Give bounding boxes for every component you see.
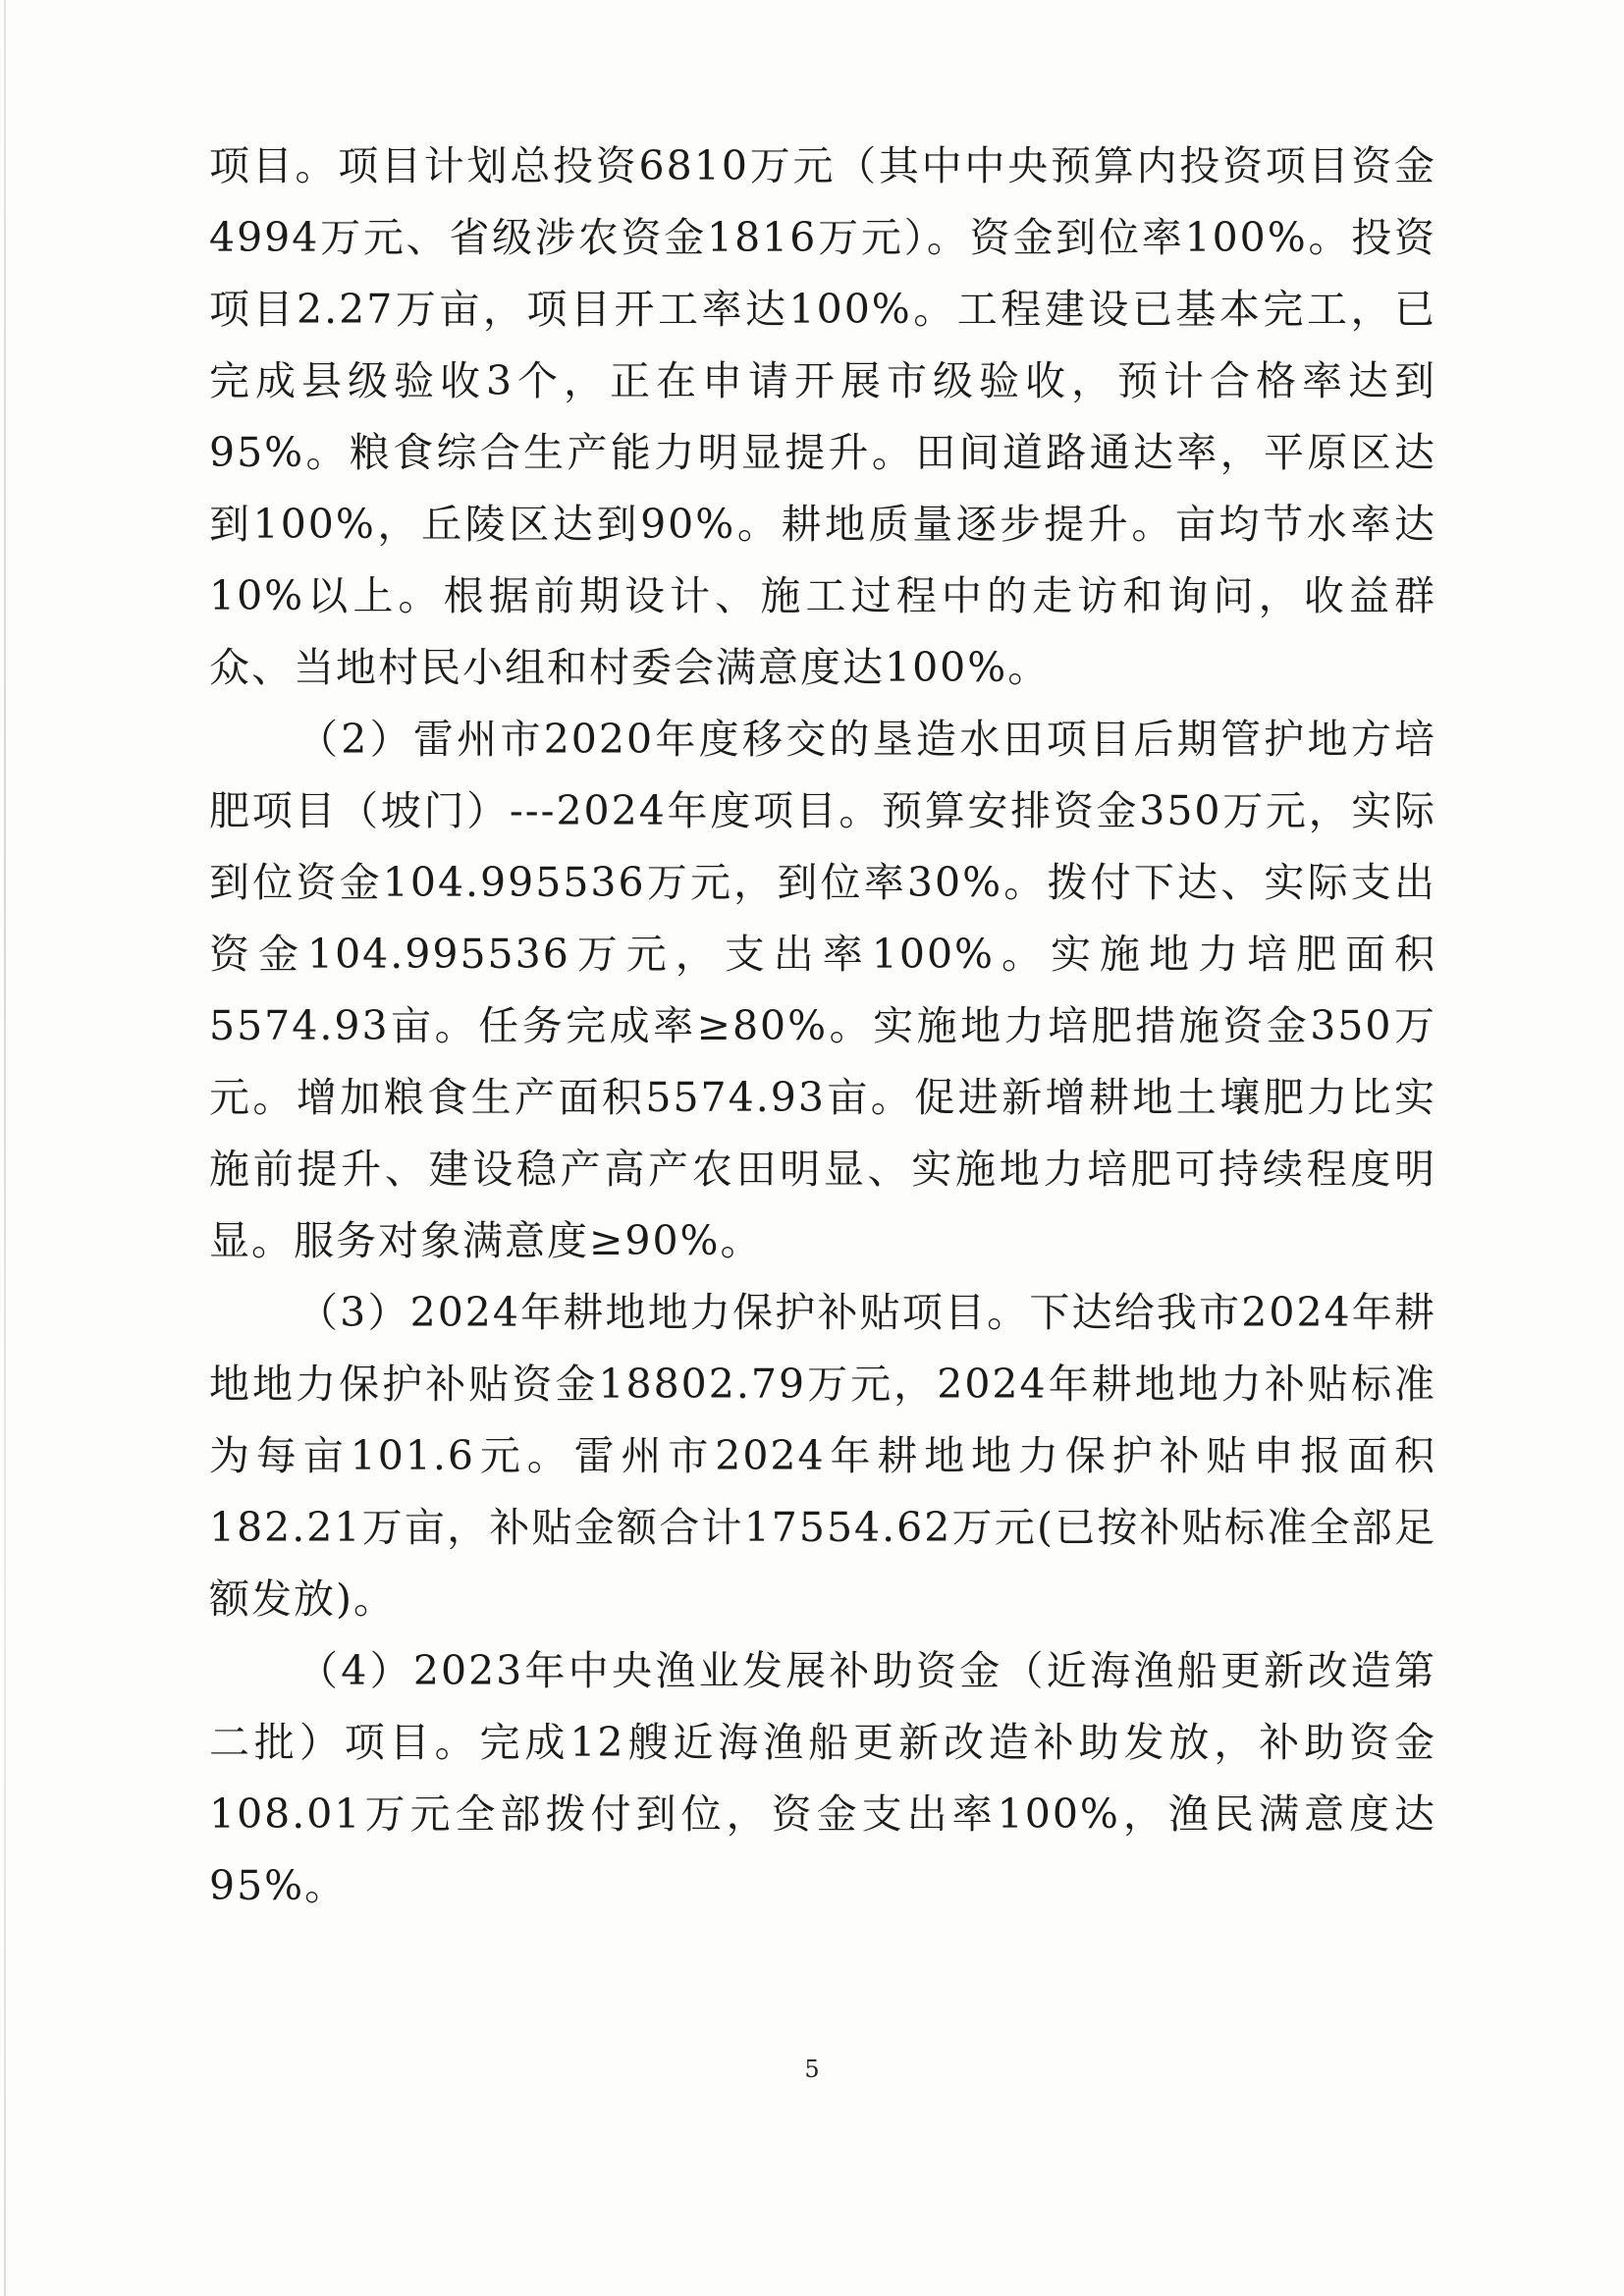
paragraph-item-2: （2）雷州市2020年度移交的垦造水田项目后期管护地方培肥项目（坡门）---2024年度项目。预算安排资金350万元，实际到位资金104.995536万元，到位率30%。拨付下达、实际支出资金104.995536万元，支出率100%。实施地力培肥面积5574.93亩。任务完成率≥80%。实施地力培肥措施资金350万元。增加粮食生产面积5574.93亩。促进新增耕地土壤肥力比实施前提升、建设稳产高产农田明显、实施地力培肥可持续程度明显。服务对象满意度≥90%。 (209, 716, 1436, 1264)
page-number: 5 (804, 2056, 820, 2083)
body-text (209, 131, 1436, 1922)
scan-edge-shadow (4, 0, 6, 2296)
paragraph-continued-item-1: 项目。项目计划总投资6810万元（其中中央预算内投资项目资金4994万元、省级涉农资金1816万元）。资金到位率100%。投资项目2.27万亩，项目开工率达100%。工程建设已基本完工，已完成县级验收3个，正在申请开展市级验收，预计合格率达到95%。粮食综合生产能力明显提升。田间道路通达率，平原区达到100%，丘陵区达到90%。耕地质量逐步提升。亩均节水率达10%以上。根据前期设计、施工过程中的走访和询问，收益群众、当地村民小组和村委会满意度达100%。 (209, 142, 1436, 691)
paragraph-item-4: （4）2023年中央渔业发展补助资金（近海渔船更新改造第二批）项目。完成12艘近海渔船更新改造补助发放，补助资金108.01万元全部拨付到位，资金支出率100%，渔民满意度达95%。 (209, 1647, 1436, 1909)
paragraph-item-3: （3）2024年耕地地力保护补贴项目。下达给我市2024年耕地地力保护补贴资金18802.79万元，2024年耕地地力补贴标准为每亩101.6元。雷州市2024年耕地地力保护补贴申报面积182.21万亩，补贴金额合计17554.62万元(已按补贴标准全部足额发放)。 (209, 1289, 1436, 1623)
